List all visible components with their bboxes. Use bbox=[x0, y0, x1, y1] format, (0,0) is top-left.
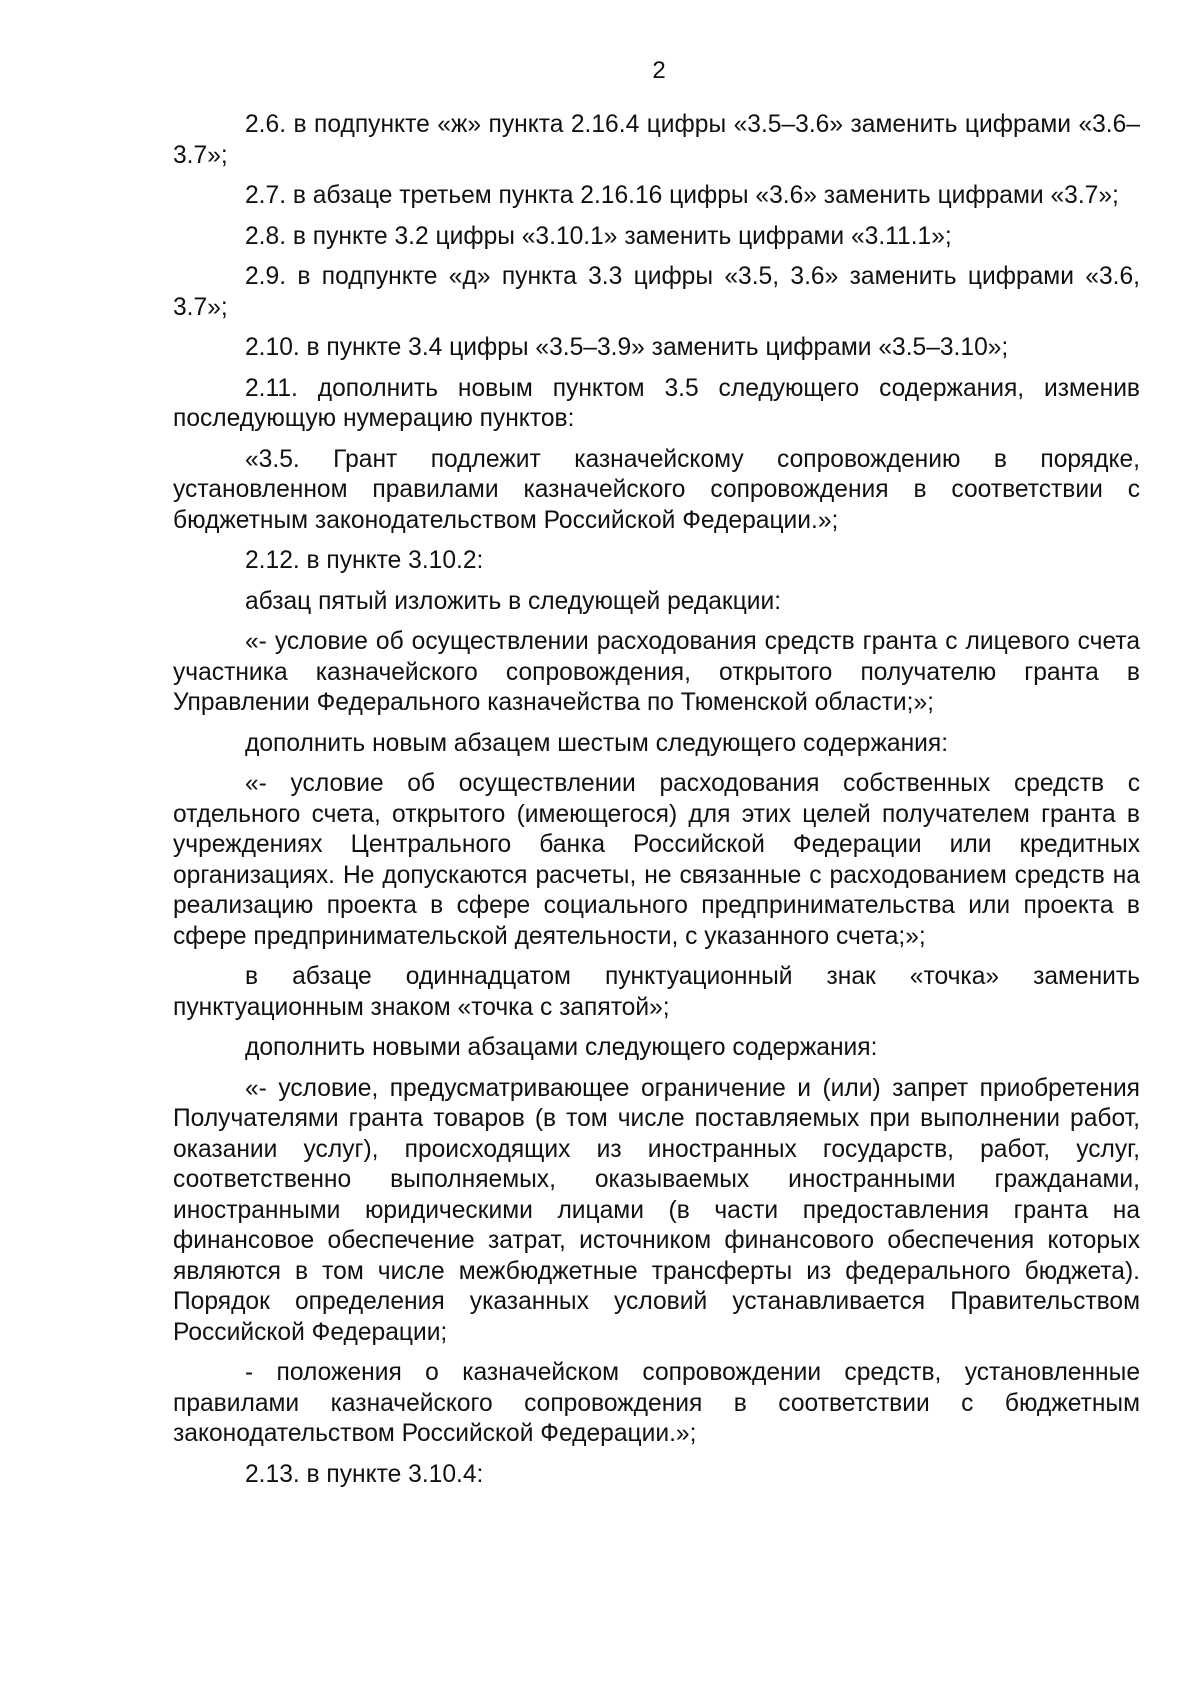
paragraph-eleventh-punctuation: в абзаце одиннадцатом пунктуационный знак «точка» заменить пунктуационным знаком «точка с запятой»; bbox=[173, 963, 1140, 1021]
paragraph-treasury-provisions: - положения о казначейском сопровождении средств, установленные правилами казначейского сопровождения в соответствии с бюджетным законодательством Российской Федерации.»; bbox=[173, 1359, 1140, 1447]
paragraph-2-9: 2.9. в подпункте «д» пункта 3.3 цифры «3.5, 3.6» заменить цифрами «3.6, 3.7»; bbox=[173, 263, 1140, 321]
paragraph-quote-3-5: «3.5. Грант подлежит казначейскому сопровождению в порядке, установленном правилами казначейского сопровождения в соответствии с бюджетным законодательством Российской Федерации.»; bbox=[173, 445, 1140, 534]
paragraph-add-sixth: дополнить новым абзацем шестым следующего содержания: bbox=[245, 729, 949, 757]
paragraph-2-10: 2.10. в пункте 3.4 цифры «3.5–3.9» заменить цифрами «3.5–3.10»; bbox=[245, 334, 1009, 361]
paragraph-quote-own-funds: «- условие об осуществлении расходования собственных средств с отдельного счета, открытого (имеющегося) для этих целей получателем гранта в учреждениях Центрального банка Российской Федерации или кредитных организациях. Не допускаются расчеты, не связанные с расходованием средств на реализацию проекта в сфере социального предпринимательства или проекта в сфере предпринимательской деятельности, с указанного счета;»; bbox=[173, 770, 1140, 950]
paragraph-quote-treasury-account: «- условие об осуществлении расходования средств гранта с лицевого счета участника казначейского сопровождения, открытого получателю гранта в Управлении Федерального казначейства по Тюменской области;»; bbox=[173, 628, 1140, 716]
page-number: 2 bbox=[652, 57, 666, 84]
paragraph-2-11: 2.11. дополнить новым пунктом 3.5 следующего содержания, изменив последующую нумерацию пунктов: bbox=[173, 374, 1140, 432]
paragraph-abzac-fifth: абзац пятый изложить в следующей редакции: bbox=[245, 587, 782, 615]
paragraph-quote-restriction: «- условие, предусматривающее ограничение и (или) запрет приобретения Получателями гранта товаров (в том числе поставляемых при выполнении работ, оказании услуг), происходящих из иностранных государств, работ, услуг, соответственно выполняемых, оказываемых иностранными гражданами, иностранными юридическими лицами (в части предоставления гранта на финансовое обеспечение затрат, источником финансового обеспечения которых являются в том числе межбюджетные трансферты из федерального бюджета). Порядок определения указанных условий устанавливается Правительством Российской Федерации; bbox=[173, 1074, 1140, 1346]
paragraph-2-7: 2.7. в абзаце третьем пункта 2.16.16 цифры «3.6» заменить цифрами «3.7»; bbox=[245, 182, 1119, 209]
paragraph-2-6: 2.6. в подпункте «ж» пункта 2.16.4 цифры «3.5–3.6» заменить цифрами «3.6–3.7»; bbox=[173, 111, 1140, 169]
paragraph-2-8: 2.8. в пункте 3.2 цифры «3.10.1» заменить цифрами «3.11.1»; bbox=[245, 222, 952, 250]
paragraph-2-12: 2.12. в пункте 3.10.2: bbox=[245, 547, 484, 574]
paragraph-2-13: 2.13. в пункте 3.10.4: bbox=[245, 1460, 484, 1488]
document-body bbox=[173, 110, 1140, 1500]
paragraph-add-new: дополнить новыми абзацами следующего содержания: bbox=[245, 1034, 878, 1061]
